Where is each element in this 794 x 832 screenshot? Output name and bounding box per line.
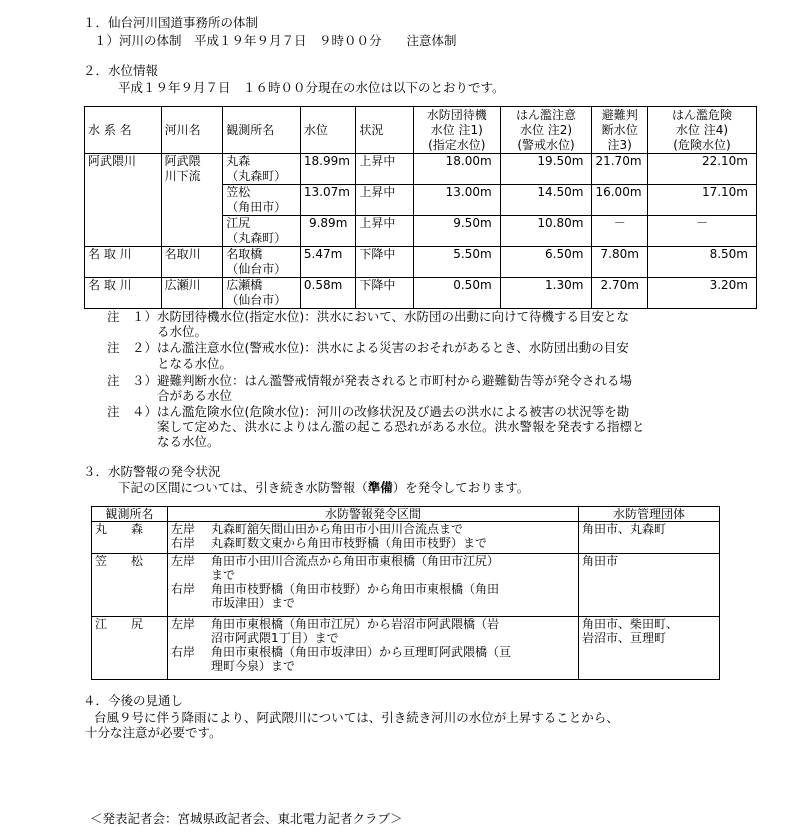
header-danger-line1: はん濫危険	[671, 107, 732, 122]
cell-org: 角田市、丸森町	[579, 522, 720, 554]
note-line: なる水位。	[107, 434, 220, 449]
note-line: 注 ２）はん濫注意水位(警戒水位)：洪水による災害のおそれがあるとき、水防団出動の目安	[107, 340, 629, 355]
header-standby	[413, 107, 500, 154]
cell-org-line1: 角田市、柴田町、	[582, 617, 679, 631]
note-line: 合がある水位	[107, 388, 233, 403]
header-caution-line2: 水位 注2)	[519, 122, 573, 137]
section2-heading: ２．水位情報	[83, 63, 159, 78]
cell-system: 名 取 川	[85, 278, 162, 309]
cell-station-name: 丸森	[226, 154, 251, 168]
right-bank-text-cont: 市坂津田）まで	[211, 596, 296, 610]
left-bank-text-cont: まで	[211, 568, 236, 582]
section3-intro	[118, 480, 529, 495]
note-line: 案して定めた、洪水によりはん濫の起こる恐れがある水位。洪水警報を発表する指標と	[107, 419, 645, 434]
cell-station	[223, 154, 301, 185]
note-line: 注 ４）はん濫危険水位(危険水位)：河川の改修状況及び過去の洪水による被害の状況等を勘	[107, 404, 630, 419]
cell-status: 上昇中	[356, 185, 414, 216]
right-bank-text: 角田市東根橋（角田市坂津田）から亘理町阿武隈橋（亘	[211, 645, 512, 659]
cell-danger: 3.20m	[647, 278, 756, 309]
left-bank-text: 角田市小田川合流点から角田市東根橋（角田市江尻）	[211, 554, 500, 568]
header-section: 水防警報発令区間	[168, 507, 579, 522]
header-river: 河川名	[161, 107, 223, 154]
cell-danger: －	[647, 216, 756, 247]
left-bank-label: 左岸	[171, 617, 196, 631]
left-bank-label: 左岸	[171, 522, 196, 536]
cell-station-place: （仙台市）	[226, 262, 287, 276]
table-row	[85, 154, 757, 185]
cell-station-place: （丸森町）	[226, 169, 287, 183]
table-row	[85, 278, 757, 309]
cell-station-place: （丸森町）	[226, 231, 287, 245]
header-standby-line2: 水位 注1)	[430, 122, 483, 137]
cell-org-line2: 岩沼市、亘理町	[582, 631, 667, 645]
water-level-table	[84, 106, 757, 309]
section2-intro: 平成１９年９月７日 １６時００分現在の水位は以下のとおりです。	[118, 80, 505, 95]
left-bank-line	[171, 554, 575, 568]
cell-river: 名取川	[161, 247, 223, 278]
cell-section	[168, 617, 579, 680]
cell-org: 角田市	[579, 554, 720, 617]
section4-line: 台風９号に伴う降雨により、阿武隈川については、引き続き河川の水位が上昇することから、	[94, 710, 619, 725]
cell-standby: 9.50m	[413, 216, 500, 247]
cell-evac: 2.70m	[592, 278, 647, 309]
header-standby-line1: 水防団待機	[426, 107, 487, 122]
cell-standby: 5.50m	[413, 247, 500, 278]
right-bank-text: 丸森町数文東から角田市枝野橋（角田市枝野）まで	[211, 536, 488, 550]
cell-caution: 14.50m	[500, 185, 592, 216]
header-level: 水位	[300, 107, 355, 154]
cell-station-place: （角田市）	[226, 200, 287, 214]
header-system: 水 系 名	[85, 107, 162, 154]
cell-evac: 21.70m	[592, 154, 647, 185]
cell-system: 阿武隈川	[85, 154, 162, 247]
header-evac-line3: 注3)	[607, 137, 632, 152]
table-row	[92, 554, 720, 617]
right-bank-text-cont: 理町今泉）まで	[211, 659, 296, 673]
cell-station-place: （仙台市）	[226, 293, 287, 307]
cell-level: 9.89m	[300, 216, 355, 247]
left-bank-label: 左岸	[171, 554, 196, 568]
table-row	[92, 617, 720, 680]
header-standby-line3: (指定水位)	[428, 137, 486, 152]
cell-station-name: 名取橋	[226, 247, 263, 261]
header-station: 観測所名	[223, 107, 301, 154]
right-bank-text: 角田市枝野橋（角田市枝野）から角田市東根橋（角田	[211, 582, 500, 596]
cell-level: 5.47m	[300, 247, 355, 278]
cell-danger: 22.10m	[647, 154, 756, 185]
left-bank-line	[171, 617, 575, 631]
header-danger-line3: (危険水位)	[673, 137, 731, 152]
cell-station	[223, 278, 301, 309]
cell-station-name: 広瀬橋	[226, 278, 263, 292]
note-line: 注 １）水防団待機水位(指定水位)：洪水において、水防団の出動に向けて待機する目安とな	[107, 309, 630, 324]
cell-evac: 16.00m	[592, 185, 647, 216]
right-bank-line	[171, 536, 575, 550]
table-header-row	[85, 107, 757, 154]
cell-evac: －	[592, 216, 647, 247]
cell-station: 丸 森	[92, 522, 168, 554]
header-caution-line1: はん濫注意	[516, 107, 577, 122]
cell-status: 上昇中	[356, 216, 414, 247]
cell-status: 下降中	[356, 247, 414, 278]
cell-river: 広瀬川	[161, 278, 223, 309]
header-evac	[592, 107, 647, 154]
cell-level: 18.99m	[300, 154, 355, 185]
cell-section	[168, 522, 579, 554]
section4-heading: ４．今後の見通し	[83, 693, 184, 708]
right-bank-label: 右岸	[171, 536, 196, 550]
note-line: 注 ３）避難判断水位：はん濫警戒情報が発表されると市町村から避難勧告等が発令される場	[107, 373, 633, 388]
cell-station-name: 江尻	[226, 216, 251, 230]
header-danger-line2: 水位 注4)	[675, 122, 729, 137]
section3-intro-post: ）を発令しております。	[392, 480, 530, 495]
note-line: となる水位。	[107, 356, 233, 371]
section1-heading: １．仙台河川国道事務所の体制	[83, 15, 259, 30]
cell-station	[223, 216, 301, 247]
header-station: 観測所名	[92, 507, 168, 522]
table-header-row	[92, 507, 720, 522]
cell-standby: 13.00m	[413, 185, 500, 216]
header-evac-line1: 避難判	[601, 107, 638, 122]
header-caution	[500, 107, 592, 154]
cell-station: 笠 松	[92, 554, 168, 617]
cell-danger: 17.10m	[647, 185, 756, 216]
cell-org	[579, 617, 720, 680]
section3-intro-pre: 下記の区間については、引き続き水防警報（	[118, 480, 368, 495]
cell-danger: 8.50m	[647, 247, 756, 278]
table-row	[85, 247, 757, 278]
table-row	[92, 522, 720, 554]
right-bank-label: 右岸	[171, 645, 196, 659]
cell-caution: 19.50m	[500, 154, 592, 185]
left-bank-line	[171, 522, 575, 536]
header-org: 水防管理団体	[579, 507, 720, 522]
section3-heading: ３．水防警報の発令状況	[83, 464, 221, 479]
left-bank-text: 角田市東根橋（角田市江尻）から岩沼市阿武隈橋（岩	[211, 617, 500, 631]
cell-station: 江 尻	[92, 617, 168, 680]
cell-system: 名 取 川	[85, 247, 162, 278]
header-evac-line2: 断水位	[601, 122, 638, 137]
flood-warning-table	[91, 506, 720, 680]
left-bank-text-cont: 沼市阿武隈1丁目）まで	[211, 631, 339, 645]
cell-level: 0.58m	[300, 278, 355, 309]
note-line: る水位。	[107, 324, 208, 339]
cell-status: 上昇中	[356, 154, 414, 185]
header-danger	[647, 107, 756, 154]
right-bank-label: 右岸	[171, 582, 196, 596]
cell-station	[223, 247, 301, 278]
header-caution-line3: (警戒水位)	[517, 137, 575, 152]
cell-standby: 18.00m	[413, 154, 500, 185]
right-bank-line	[171, 582, 575, 596]
section4-line: 十分な注意が必要です。	[85, 725, 222, 740]
cell-evac: 7.80m	[592, 247, 647, 278]
left-bank-text: 丸森町舘矢間山田から角田市小田川合流点まで	[211, 522, 464, 536]
cell-station	[223, 185, 301, 216]
cell-river	[161, 154, 223, 247]
press-club-footer: ＜発表記者会：宮城県政記者会、東北電力記者クラブ＞	[90, 811, 403, 826]
right-bank-line	[171, 645, 575, 659]
cell-standby: 0.50m	[413, 278, 500, 309]
section3-intro-bold: 準備	[367, 480, 393, 495]
cell-caution: 1.30m	[500, 278, 592, 309]
cell-caution: 6.50m	[500, 247, 592, 278]
cell-river-line1: 阿武隈	[164, 154, 201, 168]
header-status: 状況	[356, 107, 414, 154]
cell-status: 下降中	[356, 278, 414, 309]
cell-river-line2: 川下流	[164, 169, 201, 183]
cell-section	[168, 554, 579, 617]
cell-caution: 10.80m	[500, 216, 592, 247]
cell-station-name: 笠松	[226, 185, 251, 199]
section1-status-line: １）河川の体制 平成１９年９月７日 ９時００分 注意体制	[94, 33, 457, 48]
cell-level: 13.07m	[300, 185, 355, 216]
